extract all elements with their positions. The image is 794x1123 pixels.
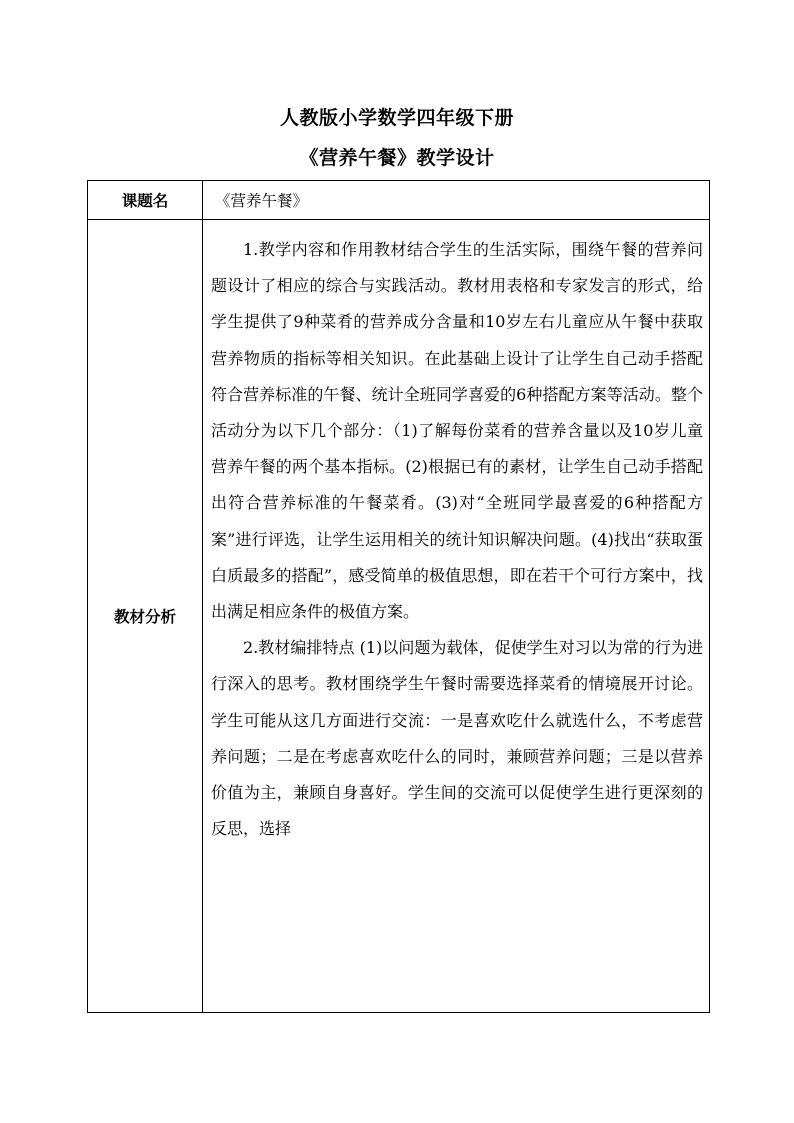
analysis-paragraph-2: 2.教材编排特点 (1)以问题为载体，促使学生对习以为常的行为进行深入的思考。教材围绕学生午餐时需要选择菜肴的情境展开讨论。学生可能从这几方面进行交流：一是喜欢吃什么就选什么，不考虑营养问题；二是在考虑喜欢吃什么的同时，兼顾营养问题；三是以营养价值为主，兼顾自身喜好。学生间的交流可以促使学生进行更深刻的反思，选择 [211, 638, 703, 839]
analysis-paragraph-1: 1.教学内容和作用教材结合学生的生活实际，围绕午餐的营养问题设计了相应的综合与实践活动。教材用表格和专家发言的形式，给学生提供了9种菜肴的营养成分含量和10岁左右儿童应从午餐中获取营养物质的指标等相关知识。在此基础上设计了让学生自己动手搭配符合营养标准的午餐、统计全班同学喜爱的6种搭配方案等活动。整个活动分为以下几个部分：（1)了解每份菜肴的营养含量以及10岁儿童营养午餐的两个基本指标。(2)根据已有的素材，让学生自己动手搭配出符合营养标准的午餐菜肴。(3)对“全班同学最喜爱的6种搭配方案”进行评选，让学生运用相关的统计知识解决问题。(4)找出“获取蛋白质最多的搭配”，感受简单的极值思想，即在若干个可行方案中，找出满足相应条件的极值方案。 [211, 240, 703, 622]
textbook-analysis-cell [203, 220, 710, 1013]
document-subtitle: 《营养午餐》教学设计 [299, 147, 495, 169]
lesson-design-table [87, 180, 710, 1013]
table-row-textbook-analysis [88, 220, 710, 1013]
document-title: 人教版小学数学四年级下册 [279, 107, 514, 129]
table-row-topic [88, 181, 710, 220]
topic-value: 《营养午餐》 [215, 192, 309, 210]
textbook-analysis-label: 教材分析 [88, 220, 203, 1013]
topic-value-cell [203, 181, 710, 220]
textbook-analysis-body [203, 220, 709, 1012]
topic-label: 课题名 [88, 181, 203, 220]
